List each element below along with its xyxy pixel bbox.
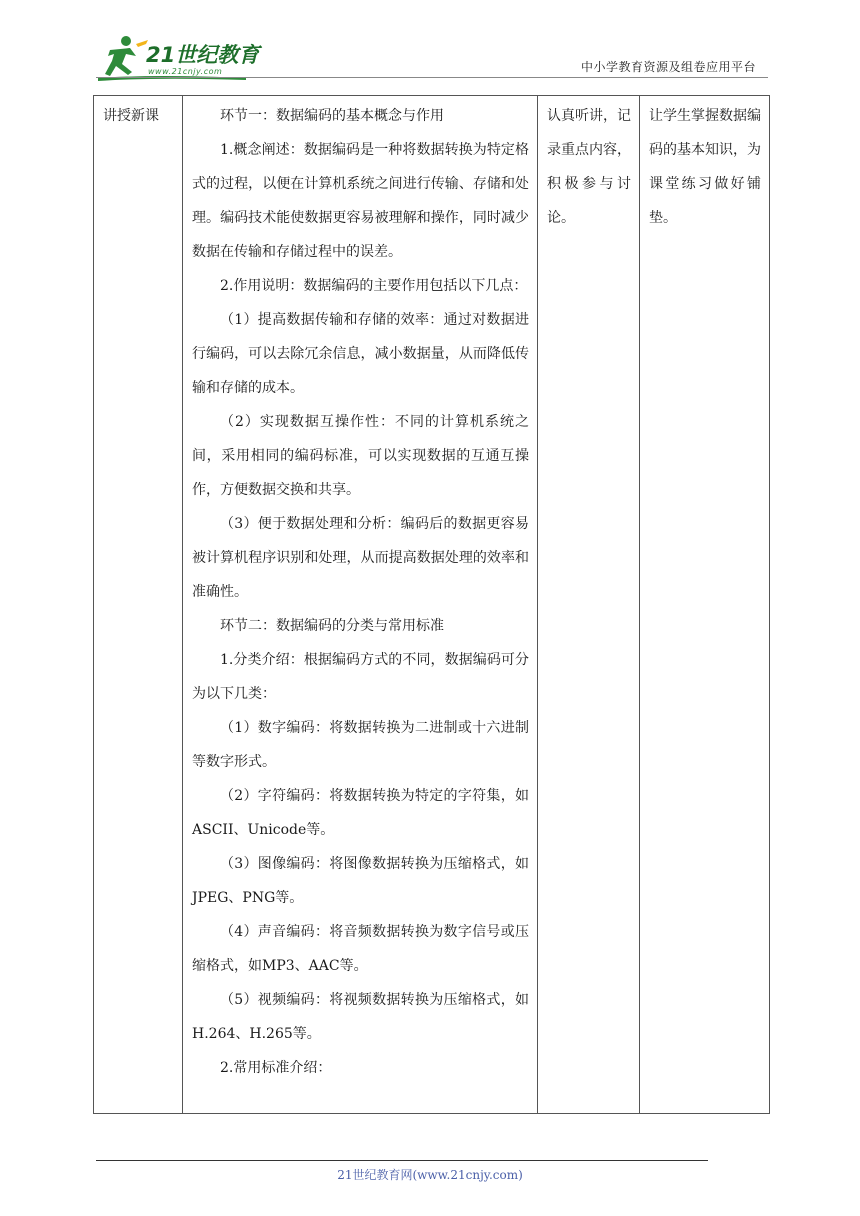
student-activity-text: 认真听讲，记录重点内容，积极参与讨论。 [547, 108, 631, 226]
platform-title: 中小学教育资源及组卷应用平台 [580, 60, 756, 74]
content-paragraph: （4）声音编码：将音频数据转换为数字信号或压缩格式，如MP3、AAC等。 [192, 924, 529, 974]
content-paragraph: 环节二：数据编码的分类与常用标准 [220, 618, 444, 634]
content-paragraphs [192, 99, 529, 1085]
student-activity-cell [538, 96, 640, 1114]
content-paragraph: （2）字符编码：将数据转换为特定的字符集，如ASCII、Unicode等。 [192, 788, 529, 838]
stage-cell: 讲授新课 [94, 96, 183, 1114]
design-intent-text: 让学生掌握数据编码的基本知识，为课堂练习做好铺垫。 [649, 108, 761, 226]
content-paragraph: 环节一：数据编码的基本概念与作用 [220, 108, 444, 124]
logo-url: www.21cnjy.com [148, 67, 223, 76]
site-logo [96, 34, 266, 82]
content-paragraph: （1）数字编码：将数据转换为二进制或十六进制等数字形式。 [192, 720, 529, 770]
logo-title: 21世纪教育 [146, 43, 260, 67]
footer-link[interactable]: 21世纪教育网(www.21cnjy.com) [337, 1168, 523, 1182]
header-divider [96, 77, 768, 78]
content-paragraph: （3）图像编码：将图像数据转换为压缩格式，如JPEG、PNG等。 [192, 856, 529, 906]
content-paragraph: （1）提高数据传输和存储的效率：通过对数据进行编码，可以去除冗余信息，减小数据量，从而降低传输和存储的成本。 [192, 312, 529, 396]
content-cell [183, 96, 538, 1114]
content-paragraph: （2）实现数据互操作性：不同的计算机系统之间，采用相同的编码标准，可以实现数据的互通互操作，方便数据交换和共享。 [192, 414, 529, 498]
content-paragraph: （3）便于数据处理和分析：编码后的数据更容易被计算机程序识别和处理，从而提高数据处理的效率和准确性。 [192, 516, 529, 600]
content-paragraph: 2.常用标准介绍： [220, 1060, 332, 1076]
content-paragraph: 1.分类介绍：根据编码方式的不同，数据编码可分为以下几类： [192, 652, 529, 702]
content-paragraph: 1.概念阐述：数据编码是一种将数据转换为特定格式的过程，以便在计算机系统之间进行传输、存储和处理。编码技术能使数据更容易被理解和操作，同时减少数据在传输和存储过程中的误差。 [192, 142, 529, 260]
content-paragraph: （5）视频编码：将视频数据转换为压缩格式，如H.264、H.265等。 [192, 992, 529, 1042]
content-paragraph: 2.作用说明：数据编码的主要作用包括以下几点： [220, 278, 528, 294]
table-row [94, 96, 770, 1114]
footer-divider [96, 1160, 708, 1161]
lesson-table [93, 95, 770, 1114]
design-intent-cell [640, 96, 770, 1114]
